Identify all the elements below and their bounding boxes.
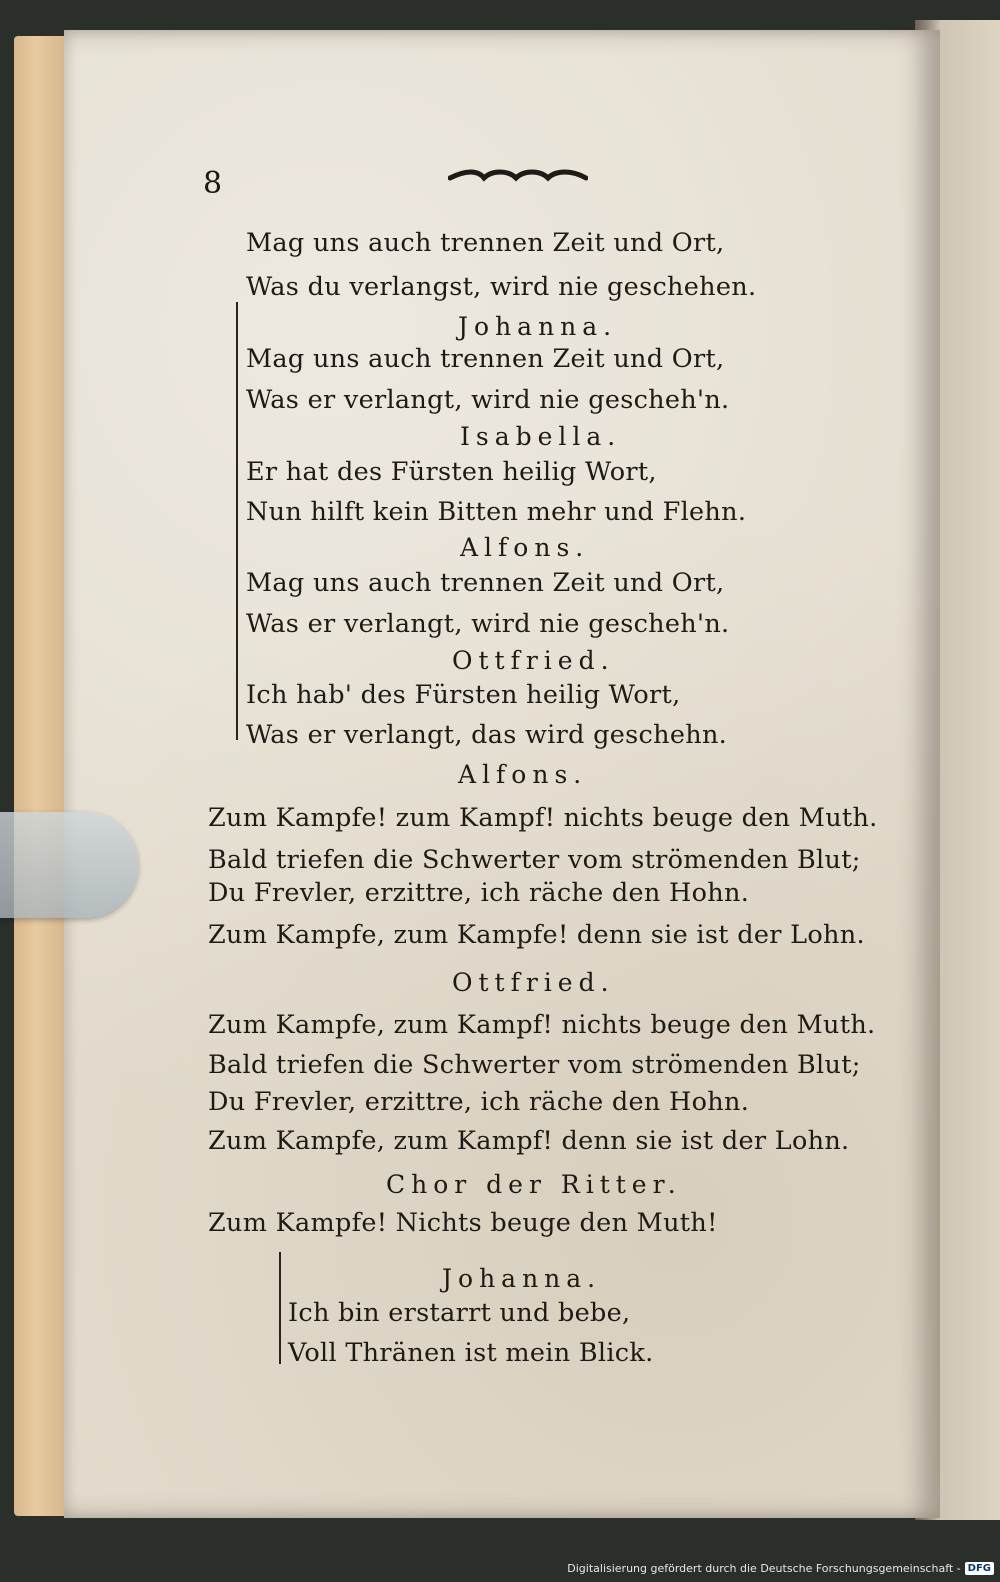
verse-line: Du Frevler, erzittre, ich räche den Hohn. — [208, 1087, 750, 1117]
verse-line: Mag uns auch trennen Zeit und Ort, — [246, 228, 725, 258]
verse-line: Er hat des Fürsten heilig Wort, — [246, 457, 657, 487]
verse-line: Zum Kampfe, zum Kampfe! denn sie ist der Lohn. — [208, 920, 865, 950]
speaker-name: Alfons. — [460, 533, 590, 562]
page-stack-left-edge — [14, 36, 70, 1516]
verse-line: Zum Kampfe! zum Kampf! nichts beuge den Muth. — [208, 803, 878, 833]
verse-line: Was du verlangst, wird nie geschehen. — [246, 272, 757, 302]
verse-line: Du Frevler, erzittre, ich räche den Hohn. — [208, 878, 750, 908]
page-number: 8 — [203, 166, 223, 201]
speaker-name: Ottfried. — [452, 968, 615, 997]
verse-line: Was er verlangt, das wird geschehn. — [246, 720, 728, 750]
verse-line: Bald triefen die Schwerter vom strömenden Blut; — [208, 1050, 861, 1080]
verse-line: Zum Kampfe! Nichts beuge den Muth! — [208, 1208, 718, 1238]
duet-bracket — [236, 302, 238, 740]
verse-line: Ich bin erstarrt und bebe, — [288, 1298, 631, 1328]
verse-line: Ich hab' des Fürsten heilig Wort, — [246, 680, 681, 710]
speaker-name: Chor der Ritter. — [386, 1170, 682, 1199]
verse-line: Was er verlangt, wird nie gescheh'n. — [246, 385, 730, 415]
speaker-name: Isabella. — [460, 422, 622, 451]
dfg-logo: DFG — [965, 1562, 994, 1575]
verse-line: Zum Kampfe, zum Kampf! denn sie ist der Lohn. — [208, 1126, 850, 1156]
page-turn-tab[interactable] — [0, 812, 138, 918]
verse-line: Mag uns auch trennen Zeit und Ort, — [246, 568, 725, 598]
verse-line: Zum Kampfe, zum Kampf! nichts beuge den Muth. — [208, 1010, 876, 1040]
wave-ornament-icon — [448, 166, 588, 188]
speaker-name: Johanna. — [442, 1264, 602, 1293]
verse-line: Was er verlangt, wird nie gescheh'n. — [246, 609, 730, 639]
funding-credit-text: Digitalisierung gefördert durch die Deutsche Forschungsgemeinschaft - — [567, 1561, 961, 1575]
speaker-name: Alfons. — [458, 760, 588, 789]
duet-bracket — [279, 1252, 281, 1364]
verse-line: Mag uns auch trennen Zeit und Ort, — [246, 344, 725, 374]
speaker-name: Ottfried. — [452, 646, 615, 675]
verse-line: Voll Thränen ist mein Blick. — [288, 1338, 654, 1368]
funding-credit — [567, 1558, 994, 1578]
verse-line: Nun hilft kein Bitten mehr und Flehn. — [246, 497, 747, 527]
speaker-name: Johanna. — [458, 312, 618, 341]
verse-line: Bald triefen die Schwerter vom strömenden Blut; — [208, 845, 861, 875]
